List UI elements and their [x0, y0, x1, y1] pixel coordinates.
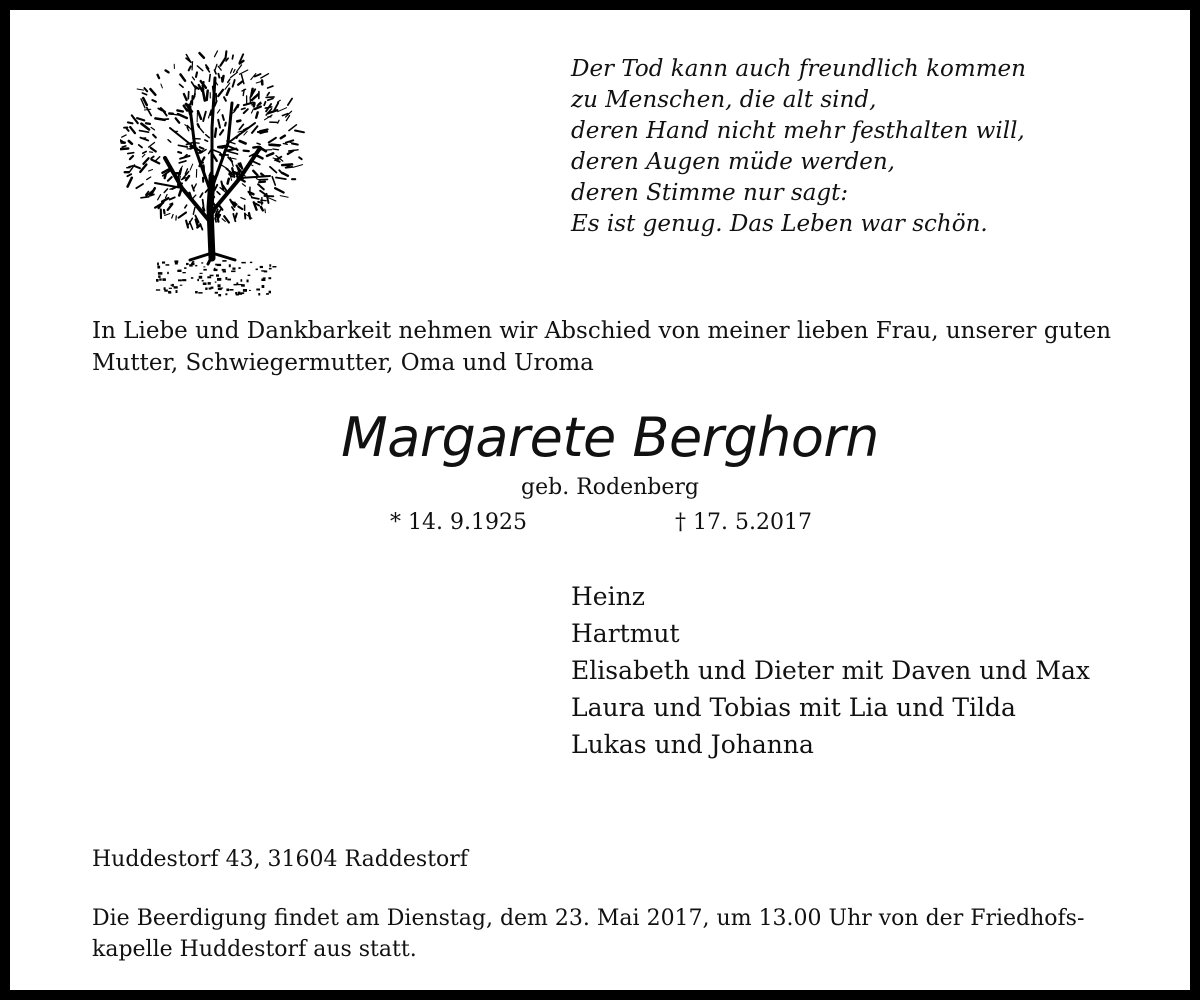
birth-date: * 14. 9.1925: [390, 510, 527, 535]
funeral-notice: [92, 903, 1152, 965]
poem-line: Es ist genug. Das Leben war schön.: [571, 211, 988, 237]
intro-line: Mutter, Schwiegermutter, Oma und Uroma: [92, 350, 594, 376]
poem-line: zu Menschen, die alt sind,: [571, 87, 877, 113]
poem: [571, 54, 1026, 240]
birth-name: geb. Rodenberg: [521, 475, 699, 500]
poem-line: deren Hand nicht mehr festhalten will,: [571, 118, 1025, 144]
mourner-entry: Elisabeth und Dieter mit Daven und Max: [571, 656, 1090, 685]
mourner-entry: Laura und Tobias mit Lia und Tilda: [571, 693, 1016, 722]
mourner-entry: Lukas und Johanna: [571, 730, 814, 759]
mourners-list: [571, 578, 1090, 763]
intro-line: In Liebe und Dankbarkeit nehmen wir Abschied von meiner lieben Frau, unserer guten: [92, 318, 1112, 344]
funeral-line: kapelle Huddestorf aus statt.: [92, 937, 417, 962]
tree-ground: [156, 260, 277, 296]
poem-line: Der Tod kann auch freundlich kommen: [571, 56, 1026, 82]
funeral-line: Die Beerdigung findet am Dienstag, dem 23. Mai 2017, um 13.00 Uhr von der Friedhofs-: [92, 906, 1085, 931]
intro-text: [92, 315, 1142, 379]
poem-line: deren Augen müde werden,: [571, 149, 895, 175]
mourner-entry: Heinz: [571, 582, 645, 611]
tree-icon: [120, 48, 305, 298]
address: Huddestorf 43, 31604 Raddestorf: [92, 847, 468, 872]
death-date: † 17. 5.2017: [675, 510, 812, 535]
mourner-entry: Hartmut: [571, 619, 680, 648]
poem-line: deren Stimme nur sagt:: [571, 180, 849, 206]
deceased-name: Margarete Berghorn: [341, 406, 879, 469]
